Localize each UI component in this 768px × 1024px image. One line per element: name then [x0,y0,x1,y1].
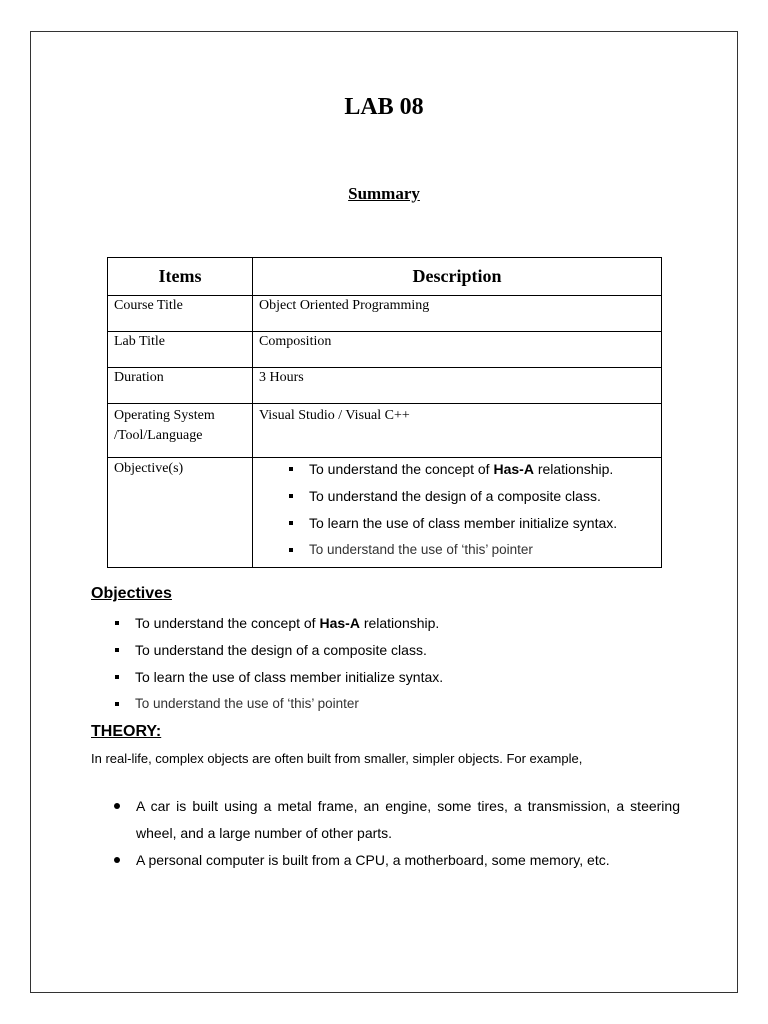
table-row [108,368,662,404]
row-desc: Composition [253,332,662,368]
objectives-list [90,613,443,721]
row-item: Lab Title [108,332,253,368]
list-item: To understand the design of a composite class. [283,486,655,513]
list-item: A personal computer is built from a CPU, a motherboard, some memory, etc. [110,847,680,874]
row-desc: Visual Studio / Visual C++ [253,404,662,458]
list-item: To understand the use of ‘this’ pointer [90,694,443,721]
summary-heading: Summary [348,184,420,203]
list-item: To understand the use of ‘this’ pointer [283,540,655,567]
list-item: To understand the concept of Has-A relationship. [283,459,655,486]
table-row [108,332,662,368]
header-items: Items [108,258,253,296]
table-row [108,458,662,568]
table-objective-list [259,459,655,567]
table-row [108,296,662,332]
theory-intro: In real-life, complex objects are often built from smaller, simpler objects. For example, [91,751,583,766]
row-desc: 3 Hours [253,368,662,404]
list-item: To learn the use of class member initialize syntax. [283,513,655,540]
list-item: To understand the design of a composite class. [90,640,443,667]
page-title: LAB 08 [344,94,424,120]
list-item: To understand the concept of Has-A relationship. [90,613,443,640]
examples-list [110,793,680,874]
objectives-heading: Objectives [91,585,172,602]
summary-table [107,257,662,568]
row-item: Duration [108,368,253,404]
row-item: Objective(s) [108,458,253,568]
table-header-row [108,258,662,296]
list-item: To learn the use of class member initialize syntax. [90,667,443,694]
row-desc [253,458,662,568]
list-item: A car is built using a metal frame, an engine, some tires, a transmission, a steering wheel, and a large number of other parts. [110,793,680,847]
row-item: Operating System /Tool/Language [108,404,253,458]
row-desc: Object Oriented Programming [253,296,662,332]
table-row [108,404,662,458]
row-item: Course Title [108,296,253,332]
header-description: Description [253,258,662,296]
theory-heading: THEORY: [91,723,162,740]
